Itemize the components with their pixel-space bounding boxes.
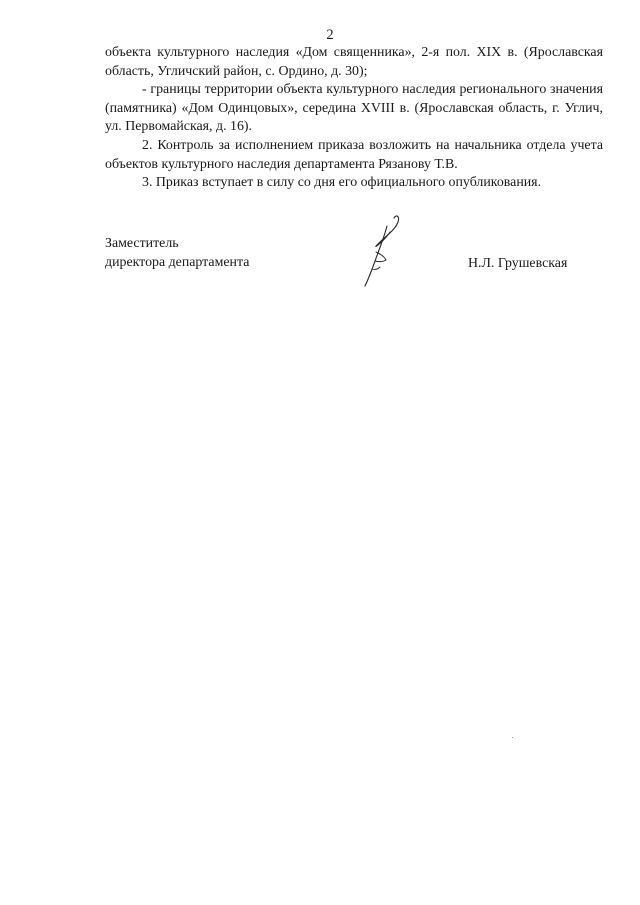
paragraph-effective-clause: 3. Приказ вступает в силу со дня его официального опубликования. [142,175,542,191]
paragraph-control-clause: 2. Контроль за исполнением приказа возложить на начальника отдела учета объектов культурного наследия департамента Рязанову Т.В. [105,137,603,172]
signatory-name: Н.Л. Грушевская [468,256,568,271]
signatory-title-line-1: Заместитель [105,236,179,251]
page-number: 2 [326,27,334,43]
paragraph-boundaries-item: - границы территории объекта культурного наследия регионального значения (памятника) «Дом Одинцовых», середина XVIII в. (Ярославская область, г. Углич, ул. Первомайская, д. 16). [105,82,603,135]
signatory-title-line-2: директора департамента [105,254,250,270]
paragraph-continuation: объекта культурного наследия «Дом священника», 2-я пол. XIX в. (Ярославская область, Угличский район, с. Ордино, д. 30); [105,45,603,79]
scan-speck [512,737,513,738]
body-text [105,44,603,193]
handwritten-signature [356,212,406,290]
